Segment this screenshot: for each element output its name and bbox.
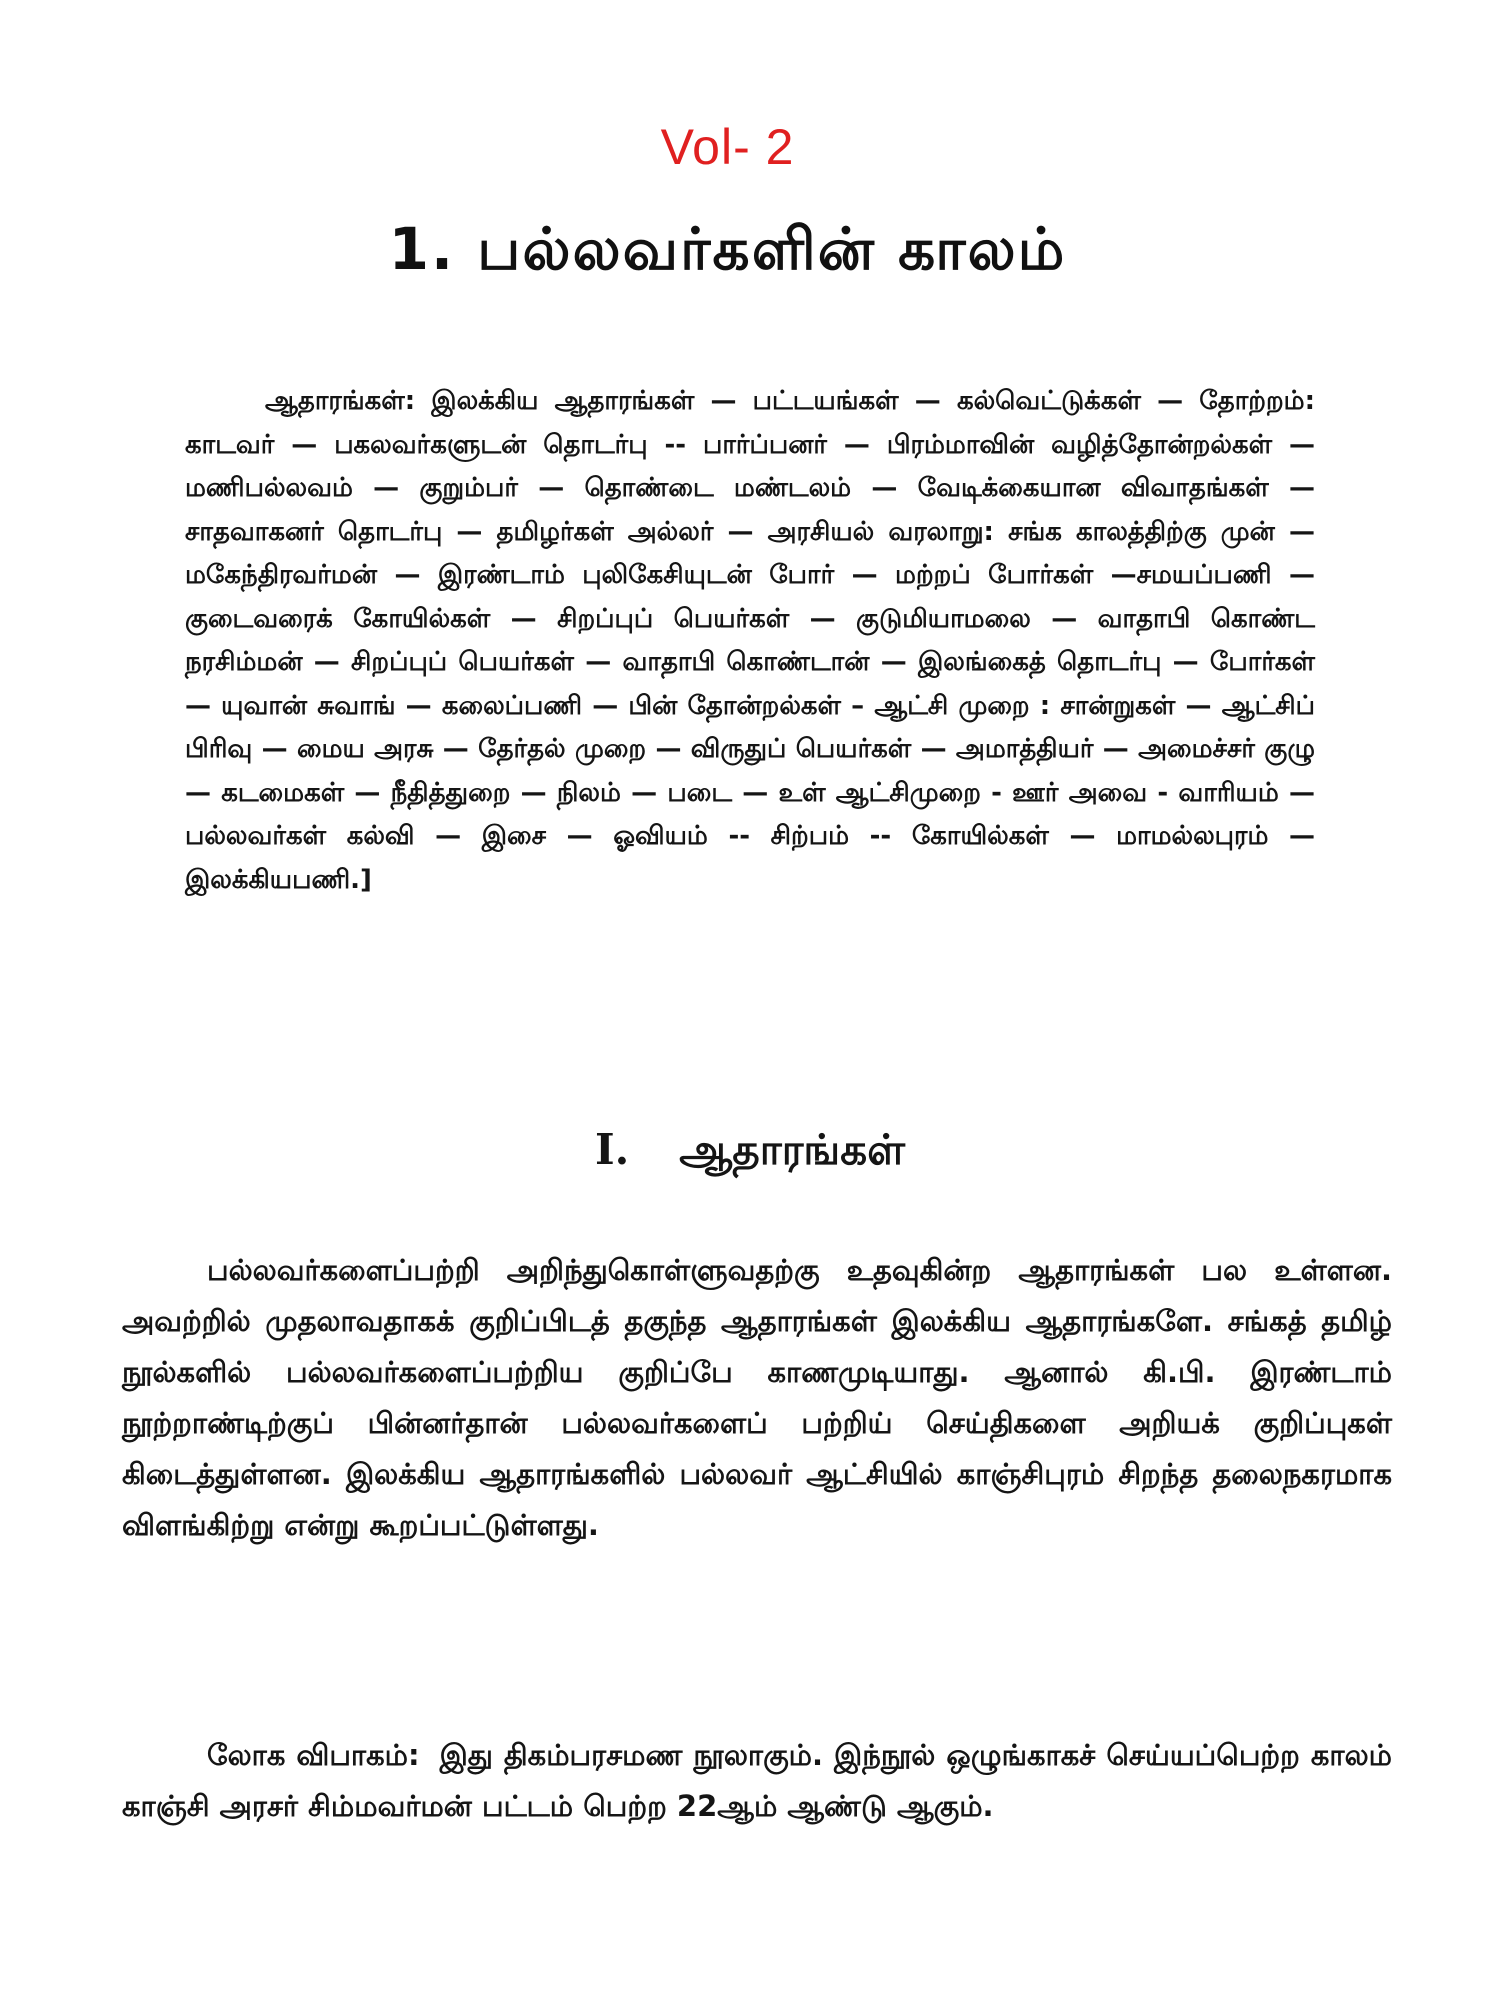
chapter-summary: ஆதாரங்கள்: இலக்கிய ஆதாரங்கள் — பட்டயங்கள் — கல்வெட்டுக்கள் — தோற்றம்: காடவர் — பகலவர்களுடன் தொடர்பு -- பார்ப்பனர் — பிரம்மாவின் வழித்தோன்றல்கள் — மணிபல்லவம் — குறும்பர் — தொண்டை மண்டலம் — வேடிக்கையான விவாதங்கள் — சாதவாகனர் தொடர்பு — தமிழர்கள் அல்லர் — அரசியல் வரலாறு: சங்க காலத்திற்கு முன் — மகேந்திரவர்மன் — இரண்டாம் புலிகேசியுடன் போர் — மற்றப் போர்கள் —சமயப்பணி — குடைவரைக் கோயில்கள் — சிறப்புப் பெயர்கள் — குடுமியாமலை — வாதாபி கொண்ட நரசிம்மன் — சிறப்புப் பெயர்கள் — வாதாபி கொண்டான் — இலங்கைத் தொடர்பு — போர்கள் — யுவான் சுவாங் — கலைப்பணி — பின் தோன்றல்கள் – ஆட்சி முறை : சான்றுகள் — ஆட்சிப் பிரிவு — மைய அரசு — தேர்தல் முறை — விருதுப் பெயர்கள் — அமாத்தியர் — அமைச்சர் குழு — கடமைகள் — நீதித்துறை — நிலம் — படை — உள் ஆட்சிமுறை - ஊர் அவை - வாரியம் — பல்லவர்கள் கல்வி — இசை — ஓவியம் -- சிற்பம் -- கோயில்கள் — மாமல்லபுரம் — இலக்கியபணி.] xyxy=(185,386,1315,895)
paragraph-lead-term: லோக விபாகம்: xyxy=(207,1738,420,1772)
section-title: ஆதாரங்கள் xyxy=(679,1125,905,1174)
paragraph-body-text: இது திகம்பரசமண நூலாகும். இந்நூல் ஒழுங்காகச் செய்யப்பெற்ற காலம் காஞ்சி அரசர் சிம்மவர்மன் பட்டம் பெற்ற 22ஆம் ஆண்டு ஆகும். xyxy=(122,1738,1392,1823)
chapter-title: 1. பல்லவர்களின் காலம் xyxy=(388,215,1067,283)
body-paragraph-1: பல்லவர்களைப்பற்றி அறிந்துகொள்ளுவதற்கு உதவுகின்ற ஆதாரங்கள் பல உள்ளன. அவற்றில் முதலாவதாகக் குறிப்பிடத் தகுந்த ஆதாரங்கள் இலக்கிய ஆதாரங்களே. சங்கத் தமிழ் நூல்களில் பல்லவர்களைப்பற்றிய குறிப்பே காணமுடியாது. ஆனால் கி.பி. இரண்டாம் நூற்றாண்டிற்குப் பின்னர்தான் பல்லவர்களைப் பற்றிய் செய்திகளை அறியக் குறிப்புகள் கிடைத்துள்ளன. இலக்கிய ஆதாரங்களில் பல்லவர் ஆட்சியில் காஞ்சிபுரம் சிறந்த தலைநகரமாக விளங்கிற்று என்று கூறப்பட்டுள்ளது. xyxy=(122,1253,1392,1542)
section-heading xyxy=(0,1125,1500,1180)
volume-label: Vol- 2 xyxy=(660,119,795,175)
body-paragraph-2 xyxy=(122,1730,1392,1832)
section-number: I. xyxy=(595,1125,630,1174)
